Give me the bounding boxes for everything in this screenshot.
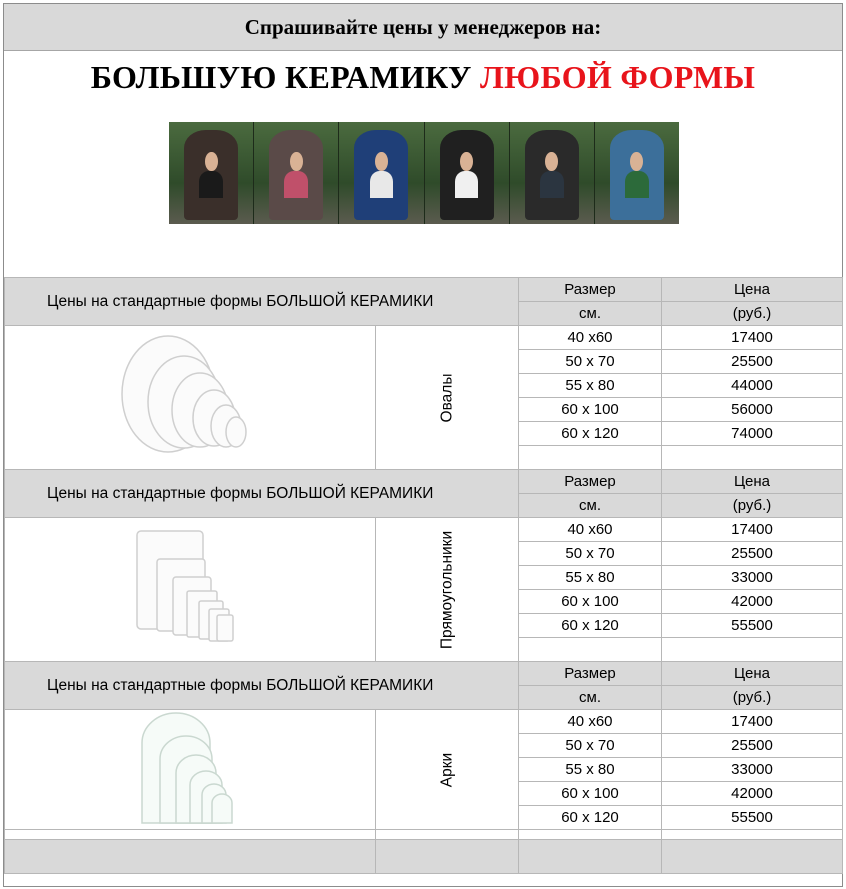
monument-photo-strip	[169, 122, 679, 224]
size-unit: см.	[519, 494, 662, 518]
monument-stone	[269, 130, 323, 220]
price-cell: 17400	[662, 326, 843, 350]
empty-cell	[662, 638, 843, 662]
monument-stone	[525, 130, 579, 220]
empty-cell	[662, 830, 843, 840]
shape-label-arches: Арки	[438, 752, 456, 787]
footer-cell	[5, 840, 376, 874]
size-cell: 55 х 80	[519, 374, 662, 398]
portrait-face	[205, 152, 218, 172]
portrait-body	[370, 171, 394, 198]
size-cell: 60 х 120	[519, 806, 662, 830]
size-header: Размер	[519, 470, 662, 494]
rectangle-shapes-illustration	[135, 529, 245, 651]
price-unit: (руб.)	[662, 686, 843, 710]
price-cell: 25500	[662, 350, 843, 374]
size-cell: 60 х 120	[519, 614, 662, 638]
size-header: Размер	[519, 662, 662, 686]
headline	[4, 59, 842, 96]
photo-monument-3	[339, 122, 424, 224]
size-cell: 50 х 70	[519, 542, 662, 566]
shape-label-cell-arches	[376, 710, 519, 830]
empty-cell	[376, 830, 519, 840]
oval-shapes-illustration	[120, 334, 260, 462]
price-header: Цена	[662, 662, 843, 686]
price-table	[4, 277, 843, 874]
size-cell: 40 х60	[519, 518, 662, 542]
section-header-title: Цены на стандартные формы БОЛЬШОЙ КЕРАМИКИ	[5, 470, 519, 518]
portrait-face	[545, 152, 558, 172]
price-sheet	[3, 3, 843, 887]
portrait-face	[375, 152, 388, 172]
table-row-spacer	[5, 830, 843, 840]
price-cell: 55500	[662, 614, 843, 638]
portrait-face	[630, 152, 643, 172]
shape-label-cell-ovals	[376, 326, 519, 470]
section-header-row	[5, 662, 843, 686]
oval-shapes-image	[5, 326, 376, 470]
portrait-body	[540, 171, 564, 198]
price-cell: 42000	[662, 782, 843, 806]
empty-cell	[519, 830, 662, 840]
rectangle-shapes-image	[5, 518, 376, 662]
section-header-row	[5, 278, 843, 302]
shape-label-ovals: Овалы	[438, 373, 456, 422]
price-cell: 42000	[662, 590, 843, 614]
size-cell: 50 х 70	[519, 350, 662, 374]
photo-monument-4	[425, 122, 510, 224]
section-header-title: Цены на стандартные формы БОЛЬШОЙ КЕРАМИКИ	[5, 278, 519, 326]
footer-cell	[662, 840, 843, 874]
size-cell: 55 х 80	[519, 758, 662, 782]
price-header: Цена	[662, 470, 843, 494]
size-cell: 55 х 80	[519, 566, 662, 590]
monument-stone	[440, 130, 494, 220]
size-cell: 60 х 100	[519, 782, 662, 806]
price-cell: 25500	[662, 734, 843, 758]
table-footer-row	[5, 840, 843, 874]
price-cell: 74000	[662, 422, 843, 446]
size-cell: 40 х60	[519, 326, 662, 350]
price-cell: 25500	[662, 542, 843, 566]
size-header: Размер	[519, 278, 662, 302]
size-cell: 60 х 100	[519, 398, 662, 422]
portrait-face	[290, 152, 303, 172]
empty-cell	[519, 638, 662, 662]
photo-monument-5	[510, 122, 595, 224]
table-row	[5, 710, 843, 734]
empty-cell	[519, 446, 662, 470]
size-cell: 60 х 120	[519, 422, 662, 446]
portrait-face	[460, 152, 473, 172]
section-header-title: Цены на стандартные формы БОЛЬШОЙ КЕРАМИКИ	[5, 662, 519, 710]
arch-shapes-illustration	[140, 711, 240, 829]
size-unit: см.	[519, 302, 662, 326]
price-cell: 33000	[662, 758, 843, 782]
arch-shapes-image	[5, 710, 376, 830]
footer-cell	[519, 840, 662, 874]
price-unit: (руб.)	[662, 302, 843, 326]
portrait-body	[625, 171, 649, 198]
price-cell: 17400	[662, 710, 843, 734]
table-row	[5, 518, 843, 542]
portrait-body	[455, 171, 479, 198]
monument-stone	[610, 130, 664, 220]
photo-monument-1	[169, 122, 254, 224]
photo-monument-6	[595, 122, 679, 224]
empty-cell	[5, 830, 376, 840]
price-cell: 17400	[662, 518, 843, 542]
price-cell: 56000	[662, 398, 843, 422]
monument-stone	[184, 130, 238, 220]
price-cell: 33000	[662, 566, 843, 590]
ask-managers-text: Спрашивайте цены у менеджеров на:	[244, 14, 602, 39]
headline-black: БОЛЬШУЮ КЕРАМИКУ	[90, 59, 472, 95]
size-cell: 60 х 100	[519, 590, 662, 614]
shape-label-rectangles: Прямоугольники	[438, 530, 456, 649]
empty-cell	[662, 446, 843, 470]
size-cell: 50 х 70	[519, 734, 662, 758]
ask-managers-banner	[4, 4, 842, 51]
price-cell: 44000	[662, 374, 843, 398]
headline-red: ЛЮБОЙ ФОРМЫ	[480, 59, 756, 95]
photo-monument-2	[254, 122, 339, 224]
price-cell: 55500	[662, 806, 843, 830]
portrait-body	[284, 171, 308, 198]
price-header: Цена	[662, 278, 843, 302]
shape-label-cell-rectangles	[376, 518, 519, 662]
size-unit: см.	[519, 686, 662, 710]
monument-stone	[354, 130, 408, 220]
portrait-body	[199, 171, 223, 198]
price-unit: (руб.)	[662, 494, 843, 518]
section-header-row	[5, 470, 843, 494]
size-cell: 40 х60	[519, 710, 662, 734]
footer-cell	[376, 840, 519, 874]
table-row	[5, 326, 843, 350]
